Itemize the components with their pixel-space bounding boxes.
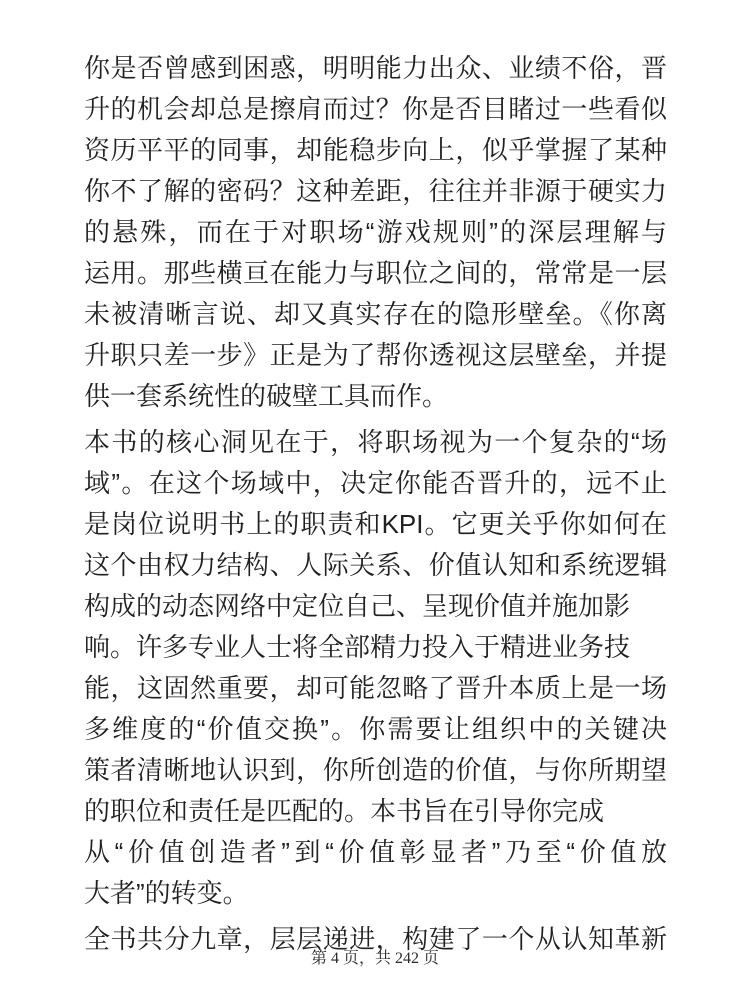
text-line: 资历平平的同事，却能稳步向上，似乎掌握了某种	[84, 135, 667, 165]
text-line: 构成的动态网络中定位自己、呈现价值并施加影	[84, 591, 631, 621]
text-line: 升的机会却总是擦肩而过？你是否目睹过一些看似	[84, 94, 667, 124]
text-line: 你不了解的密码？这种差距，往往并非源于硬实力	[84, 176, 667, 206]
text-line: 从“价值创造者”到“价值彰显者”乃至“价值放	[84, 837, 667, 867]
text-line: 未被清晰言说、却又真实存在的隐形壁垒。《你离	[84, 299, 667, 329]
text-line: 的悬殊，而在于对职场“游戏规则”的深层理解与	[84, 217, 667, 247]
text-line: 升职只差一步》正是为了帮你透视这层壁垒，并提	[84, 340, 667, 370]
text-line: 能，这固然重要，却可能忽略了晋升本质上是一场	[84, 673, 667, 703]
page-number-indicator: 第 4 页，共 242 页	[310, 950, 439, 967]
text-line: 全书共分九章，层层递进，构建了一个从认知革新	[84, 924, 667, 954]
text-line: 供一套系统性的破壁工具而作。	[84, 381, 449, 411]
paragraph-core-insight	[84, 422, 667, 914]
text-line: 大者”的转变。	[84, 878, 249, 908]
paragraph-intro	[84, 48, 667, 417]
text-line: 是岗位说明书上的职责和KPI。它更关乎你如何在	[84, 509, 667, 539]
text-line: 多维度的“价值交换”。你需要让组织中的关键决	[84, 714, 667, 744]
text-line: 的职位和责任是匹配的。本书旨在引导你完成	[84, 796, 605, 826]
text-line: 域”。在这个场域中，决定你能否晋升的，远不止	[84, 468, 667, 498]
text-line: 策者清晰地认识到，你所创造的价值，与你所期望	[84, 755, 667, 785]
text-line: 响。许多专业人士将全部精力投入于精进业务技	[84, 632, 631, 662]
text-line: 这个由权力结构、人际关系、价值认知和系统逻辑	[84, 550, 667, 580]
text-line: 本书的核心洞见在于，将职场视为一个复杂的“场	[84, 427, 667, 457]
text-line: 你是否曾感到困惑，明明能力出众、业绩不俗，晋	[84, 53, 667, 83]
text-line: 运用。那些横亘在能力与职位之间的，常常是一层	[84, 258, 667, 288]
